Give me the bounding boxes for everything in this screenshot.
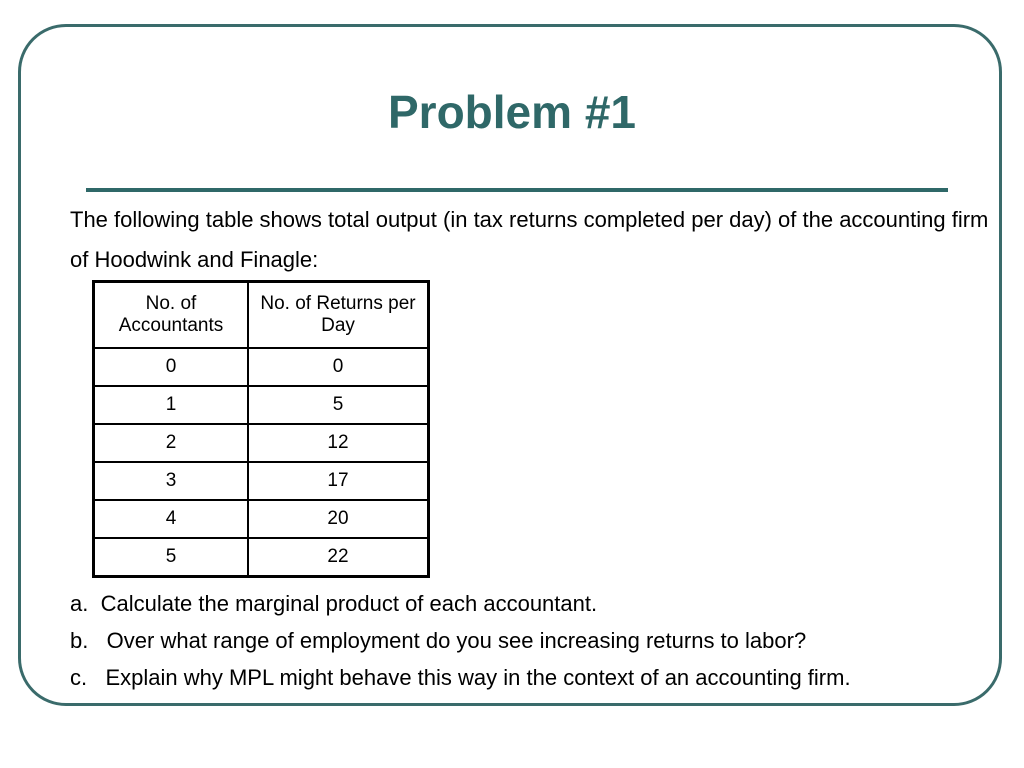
table-cell-returns: 17 xyxy=(248,462,429,500)
table-row xyxy=(94,538,429,577)
table-cell-accountants: 2 xyxy=(94,424,249,462)
table-cell-accountants: 1 xyxy=(94,386,249,424)
title-divider xyxy=(86,188,948,192)
table-header-row xyxy=(94,282,429,349)
table-cell-accountants: 0 xyxy=(94,348,249,386)
table-cell-returns: 5 xyxy=(248,386,429,424)
column-header-accountants: No. of Accountants xyxy=(94,282,249,349)
question-b: b. Over what range of employment do you see increasing returns to labor? xyxy=(70,628,807,653)
slide-title: Problem #1 xyxy=(388,86,636,138)
table-row xyxy=(94,348,429,386)
table-row xyxy=(94,462,429,500)
table-cell-returns: 20 xyxy=(248,500,429,538)
output-table xyxy=(92,280,430,578)
table-cell-accountants: 4 xyxy=(94,500,249,538)
table-cell-returns: 12 xyxy=(248,424,429,462)
table-row xyxy=(94,424,429,462)
intro-paragraph: The following table shows total output (in tax returns completed per day) of the accounting firm of Hoodwink and Finagle: xyxy=(70,207,989,272)
table-cell-returns: 22 xyxy=(248,538,429,577)
question-c: c. Explain why MPL might behave this way in the context of an accounting firm. xyxy=(70,665,851,690)
question-list xyxy=(70,585,1010,696)
table-row xyxy=(94,500,429,538)
table-cell-accountants: 3 xyxy=(94,462,249,500)
column-header-returns: No. of Returns per Day xyxy=(248,282,429,349)
table-cell-accountants: 5 xyxy=(94,538,249,577)
question-a: a. Calculate the marginal product of each accountant. xyxy=(70,591,598,616)
table-row xyxy=(94,386,429,424)
table-cell-returns: 0 xyxy=(248,348,429,386)
